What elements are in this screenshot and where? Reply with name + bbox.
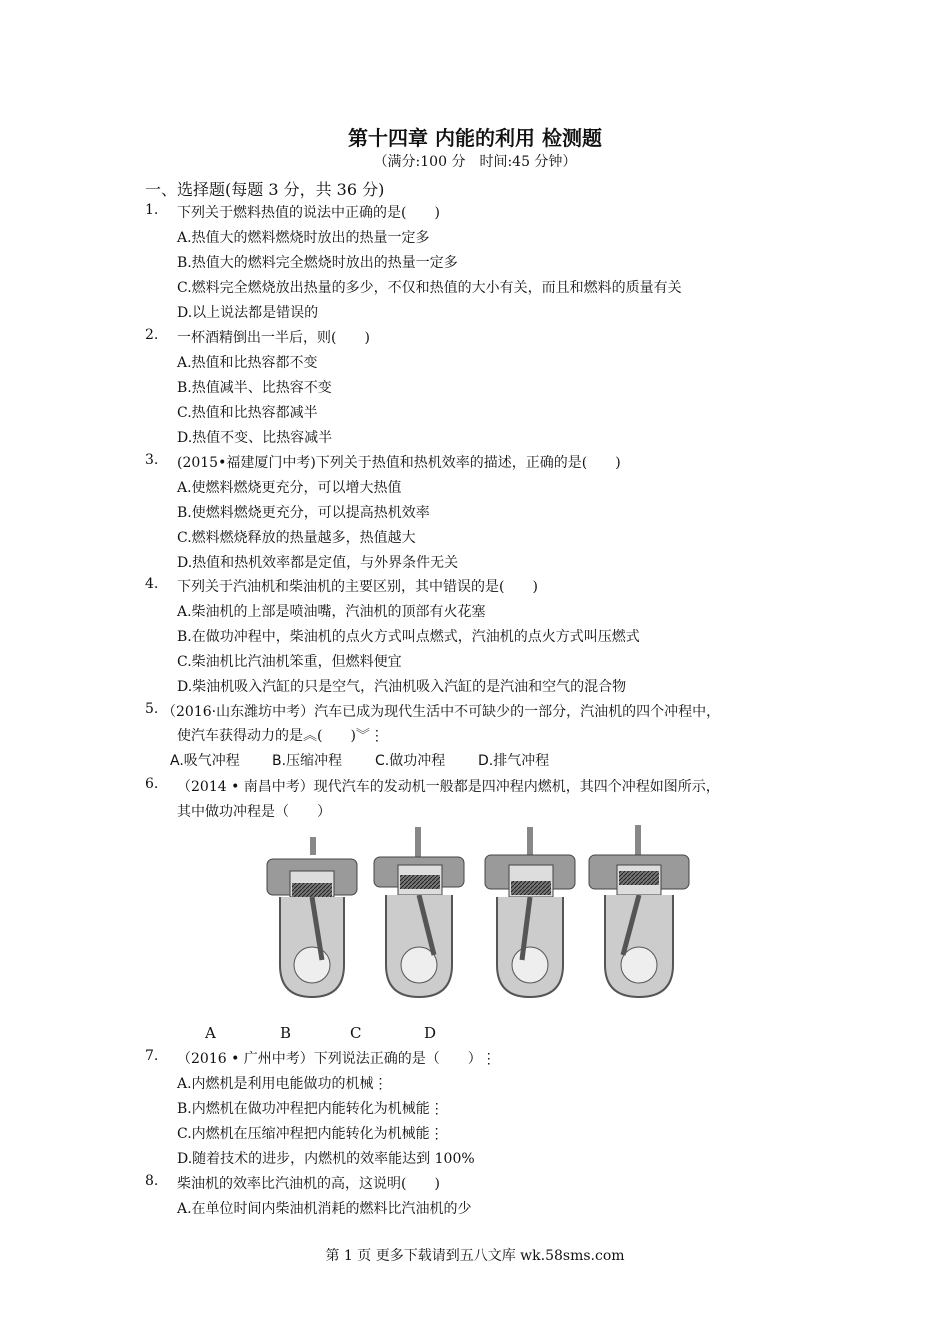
option-c: C.燃料完全燃烧放出热量的多少，不仅和热值的大小有关，而且和燃料的质量有关 (177, 280, 682, 296)
page-title: 第十四章 内能的利用 检测题 (348, 126, 602, 150)
option-a: A.使燃料燃烧更充分，可以增大热值 (177, 480, 402, 496)
option-b: B.热值减半、比热容不变 (177, 380, 332, 396)
option-d: D.随着技术的进步，内燃机的效率能达到 100% (177, 1151, 475, 1167)
engine-diagram-c (485, 827, 575, 997)
option-b: B.使燃料燃烧更充分，可以提高热机效率 (177, 505, 430, 521)
question-number: 1. (145, 202, 159, 218)
option-c: C.热值和比热容都减半 (177, 405, 318, 421)
option-b: B.压缩冲程 (272, 753, 343, 769)
engine-diagram-a (267, 837, 357, 997)
figure-label-b: B (280, 1024, 292, 1042)
question-stem-continued: 使汽车获得动力的是︽( )︾⋮ (177, 728, 384, 744)
engine-diagram-b (374, 827, 464, 997)
page-subtitle: （满分:100 分 时间:45 分钟） (373, 154, 577, 170)
question-number: 5. (145, 701, 159, 717)
question-stem: (2015•福建厦门中考)下列关于热值和热机效率的描述，正确的是( ) (177, 455, 621, 471)
option-c: C.做功冲程 (375, 753, 446, 769)
engine-strokes-figure (262, 825, 692, 1000)
option-a: A.热值大的燃料燃烧时放出的热量一定多 (177, 230, 430, 246)
question-number: 7. (145, 1048, 159, 1064)
question-stem: 一杯酒精倒出一半后，则( ) (177, 330, 370, 346)
option-c: C.柴油机比汽油机笨重，但燃料便宜 (177, 654, 402, 670)
question-number: 2. (145, 327, 159, 343)
option-a: A.热值和比热容都不变 (177, 355, 318, 371)
question-stem: 柴油机的效率比汽油机的高，这说明( ) (177, 1176, 440, 1192)
section-heading: 一、选择题(每题 3 分，共 36 分) (145, 180, 385, 199)
question-stem: （2016 • 广州中考）下列说法正确的是（ ）⋮ (177, 1051, 496, 1067)
option-b: B.内燃机在做功冲程把内能转化为机械能⋮ (177, 1101, 444, 1117)
option-b: B.在做功冲程中，柴油机的点火方式叫点燃式，汽油机的点火方式叫压燃式 (177, 629, 640, 645)
question-number: 8. (145, 1173, 159, 1189)
option-a: A.在单位时间内柴油机消耗的燃料比汽油机的少 (177, 1201, 472, 1217)
option-d: D.热值和热机效率都是定值，与外界条件无关 (177, 555, 459, 571)
option-c: C.燃料燃烧释放的热量越多，热值越大 (177, 530, 416, 546)
option-d: D.柴油机吸入汽缸的只是空气，汽油机吸入汽缸的是汽油和空气的混合物 (177, 679, 627, 695)
figure-label-c: C (350, 1024, 362, 1042)
option-d: D.排气冲程 (478, 753, 550, 769)
page-footer: 第 1 页 更多下载请到五八文库 wk.58sms.com (325, 1248, 625, 1264)
question-stem-continued: 其中做功冲程是（ ） (177, 804, 331, 820)
question-number: 4. (145, 576, 159, 592)
question-stem: （2014 • 南昌中考）现代汽车的发动机一般都是四冲程内燃机，其四个冲程如图所示， (177, 779, 720, 795)
question-stem: 下列关于汽油机和柴油机的主要区别，其中错误的是( ) (177, 579, 538, 595)
question-stem: 下列关于燃料热值的说法中正确的是( ) (177, 205, 440, 221)
option-d: D.热值不变、比热容减半 (177, 430, 333, 446)
engine-diagram-d (589, 825, 689, 997)
option-a: A.柴油机的上部是喷油嘴，汽油机的顶部有火花塞 (177, 604, 486, 620)
question-number: 6. (145, 776, 159, 792)
figure-label-d: D (424, 1024, 437, 1042)
option-d: D.以上说法都是错误的 (177, 305, 319, 321)
option-c: C.内燃机在压缩冲程把内能转化为机械能⋮ (177, 1126, 444, 1142)
question-number: 3. (145, 452, 159, 468)
option-b: B.热值大的燃料完全燃烧时放出的热量一定多 (177, 255, 458, 271)
question-stem: （2016·山东潍坊中考）汽车已成为现代生活中不可缺少的一部分，汽油机的四个冲程中， (162, 704, 721, 720)
option-a: A.内燃机是利用电能做功的机械⋮ (177, 1076, 388, 1092)
figure-label-a: A (205, 1024, 216, 1042)
option-a: A.吸气冲程 (170, 753, 240, 769)
